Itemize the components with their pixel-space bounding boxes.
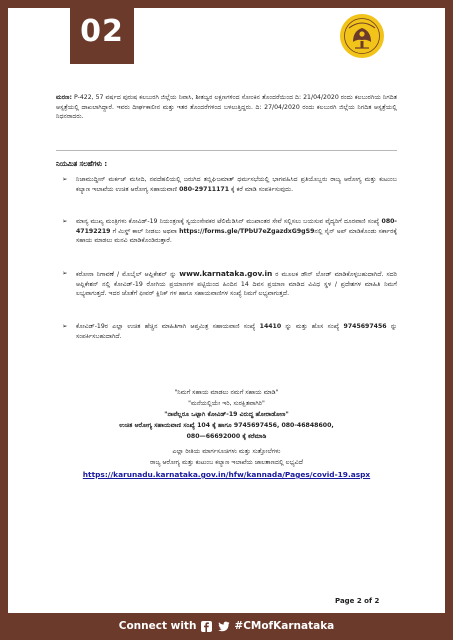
message-line: "ಮನೆಯಲ್ಲಿಯೇ ಇರಿ, ಸುರಕ್ಷಿತವಾಗಿರಿ" <box>188 400 265 407</box>
guidelines-line: ರಾಜ್ಯ ಆರೋಗ್ಯ ಮತ್ತು ಕುಟುಂಬ ಕಲ್ಯಾಣ ಇಲಾಖೆಯ ಜಾಲತಾಣದಲ್ಲಿ ಲಭ್ಯವಿದೆ <box>150 459 303 466</box>
death-report-text: P-422, 57 ವರ್ಷದ ಪುರುಷ ಕಲಬುರಗಿ ಜಿಲ್ಲೆಯ ನಿವಾಸಿ, ಶೀತಜ್ವರ ಲಕ್ಷಣಗಳಿಂದ ಸೋಂಕಿನ ತೊಂದರೆಯಿಂದ ದಿ: 21/04/2020 ರಂದು ಕಲಬುರಗಿಯ ನಿಗದಿತ ಆಸ್ಪತ್ರೆಯಲ್ಲಿ ದಾಖಲಾಗಿದ್ದಾರೆ. ಇವರು ದೀರ್ಘಕಾಲೀನ ಮತ್ತು ಇತರ ತೊಂದರೆಗಳಿಂದ ಬಳಲುತ್ತಿದ್ದರು. ದಿ: 27/04/2020 ರಂದು ಕಲಬುರಗಿ ಜಿಲ್ಲೆಯ ನಿಗದಿತ ಆಸ್ಪತ್ರೆಯಲ್ಲಿ ನಿಧನರಾದರು. <box>56 94 397 121</box>
footer-bar <box>0 613 453 640</box>
bullet-text: ಕೋವಿಡ್-19ರ ಎಲ್ಲಾ ಉಚಿತ ಹೆಚ್ಚಿನ ಮಾಹಿತಿಗಾಗಿ ಆಪ್ತಮಿತ್ರ ಸಹಾಯವಾಣಿ ಸಂಖ್ಯೆ <box>76 323 256 330</box>
bullet-text: ನ್ನು ಸಂಪರ್ಕಿಸಬಹುದಾಗಿದೆ. <box>76 323 398 340</box>
page-number: Page 2 of 2 <box>335 597 380 605</box>
helpline-number: 080-29711171 <box>179 185 230 193</box>
bullet-arrow-icon: ➢ <box>62 217 68 225</box>
guidelines-url-link[interactable]: https://karunadu.karnataka.gov.in/hfw/kannada/Pages/covid-19.aspx <box>82 470 371 479</box>
bullet-text: ಗೆ ಮಿಸ್ಡ್ ಕಾಲ್ ನೀಡಲು ಅಥವಾ <box>112 227 177 235</box>
helpline-number: 9745697456 <box>343 323 387 330</box>
guidelines-line: ಎಲ್ಲಾ ರೀತಿಯ ಮಾರ್ಗಸೂಚಿಗಳು ಮತ್ತು ಸುತ್ತೋಲೆಗಳು <box>172 448 281 455</box>
bullet-text: ಮಾನ್ಯ ಮುಖ್ಯ ಮಂತ್ರಿಗಳು ಕೋವಿಡ್-19 ನಿಯಂತ್ರಣಕ್ಕೆ ಸ್ವಯಂಸೇವಕರ ಟೆಲಿಮೆಡಿಸಿನ್ ಮುಖಾಂತರ ಸೇವೆ ಸಲ್ಲಿಸಲು ಬಯಸುವ ವೈದ್ಯರಿಗೆ ದೂರವಾಣಿ ಸಂಖ್ಯೆ <box>76 218 380 225</box>
list-item <box>76 269 397 299</box>
signup-form-link[interactable]: https://forms.gle/TPbU7eZgazdxG9gS9 <box>179 227 315 235</box>
bullet-text: ಕ್ಕೆ ಕರೆ ಮಾಡಿ ಸಂಪರ್ಕಿಸುವುದು. <box>230 185 294 193</box>
list-item <box>76 322 397 341</box>
helpline-number: 14410 <box>259 323 282 330</box>
helpline-number: 080-47192219 <box>76 218 397 235</box>
bullet-text: ನಲ್ಲಿ ಸೈನ್ ಅಪ್ ಮಾಡಿಕೊಂಡು ಸರ್ಕಾರಕ್ಕೆ ಸಹಾಯ ಮಾಡಲು ಮನವಿ ಮಾಡಿಕೊಂಡಿರುತ್ತಾರೆ. <box>76 227 397 245</box>
guidelines-url-row <box>56 470 397 480</box>
helpline-line: 080—66692000 ಕ್ಕೆ ಕರೆಮಾಡಿ <box>186 433 267 440</box>
helpline-line: ಉಚಿತ ಆರೋಗ್ಯ ಸಹಾಯವಾಣಿ ಸಂಖ್ಯೆ 104 ಕ್ಕೆ ಹಾಗೂ 9745697456, 080-46848600, <box>119 422 334 429</box>
bullet-text: ನಿಜಾಮುದ್ದೀನ್ ಮರ್ಕಜ್ ಮಸೀದಿ, ನವದೆಹಲಿಯಲ್ಲಿ ಜರುಗಿದ ತಬ್ಲಿಘಿಜಮಾತ್ ಧರ್ಮಸಭೆಯಲ್ಲಿ ಭಾಗವಹಿಸಿದ ಪ್ರತಿಯೊಬ್ಬರು ರಾಜ್ಯ ಆರೋಗ್ಯ ಮತ್ತು ಕುಟುಂಬ ಕಲ್ಯಾಣ ಇಲಾಖೆಯ ಉಚಿತ ಆರೋಗ್ಯ ಸಹಾಯವಾಣಿ <box>76 176 397 193</box>
death-report-paragraph <box>56 93 397 122</box>
bullet-arrow-icon: ➢ <box>62 322 68 330</box>
message-line: "ನಾವೆಲ್ಲರೂ ಒಟ್ಟಾಗಿ ಕೋವಿಡ್-19 ವಿರುದ್ಧ ಹೋರಾಡೋಣ" <box>164 411 289 418</box>
footer-handle[interactable]: #CMofKarnataka <box>234 620 335 632</box>
bullet-arrow-icon: ➢ <box>62 269 68 277</box>
list-item <box>76 217 397 246</box>
section-heading: ನಿಯಮಿತ ಸಲಹೆಗಳು : <box>56 160 108 168</box>
karnataka-website-link[interactable]: www.karnataka.gov.in <box>179 269 273 278</box>
footer-prefix: Connect with <box>118 620 197 632</box>
death-label: ಮರಣ: <box>56 94 73 101</box>
facebook-icon[interactable] <box>201 621 212 632</box>
bullet-text: ನ್ನು ಮತ್ತು ಹೊಸ ಸಂಖ್ಯೆ <box>285 323 340 330</box>
twitter-icon[interactable] <box>218 621 230 632</box>
list-item <box>76 175 397 194</box>
bullet-text: ರ ಮೂಲಕ ಡೌನ್ ಲೋಡ್ ಮಾಡಿಕೊಳ್ಳಬಹುದಾಗಿದೆ. ಸದರಿ ಆಪ್ಲಿಕೇಶನ್ ನಲ್ಲಿ ಕೋವಿಡ್-19 ರೋಗಿಯ ಪ್ರಯಾಣಗಳ ಪಟ್ಟಿಯಿಂದ ಹಿಂದಿನ 14 ದಿವಸ ಪ್ರಯಾಣ ಮಾಡಿದ ವಿವಿಧ ಸ್ಥಳ / ಪ್ರದೇಶಗಳ ಮಾಹಿತಿ ನಿಮಗೆ ಲಭ್ಯವಾಗುತ್ತದೆ. ಇದರ ಜೊತೆಗೆ ಫೀವರ್ ಕ್ಲಿನಿಕ್ ಗಳ ಹಾಗೂ ಸಹಾಯವಾಣಿಗಳ ಸಂಖ್ಯೆ ನಿಮಗೆ ಲಭ್ಯವಾಗುತ್ತದೆ. <box>76 271 398 298</box>
karnataka-emblem-icon <box>339 13 385 59</box>
bullet-arrow-icon: ➢ <box>62 175 68 183</box>
page-number-badge: 02 <box>70 0 134 64</box>
message-line: "ನಿಮಗೆ ಸಹಾಯ ಮಾಡಲು ನಮಗೆ ಸಹಾಯ ಮಾಡಿ" <box>174 389 279 396</box>
section-divider <box>56 150 397 151</box>
bullet-text: ಕರೋನಾ ನಿಗಾವಣೆ / ಮೊಬೈಲ್ ಆಪ್ಲಿಕೇಶನ್ ನ್ನು <box>76 271 177 278</box>
